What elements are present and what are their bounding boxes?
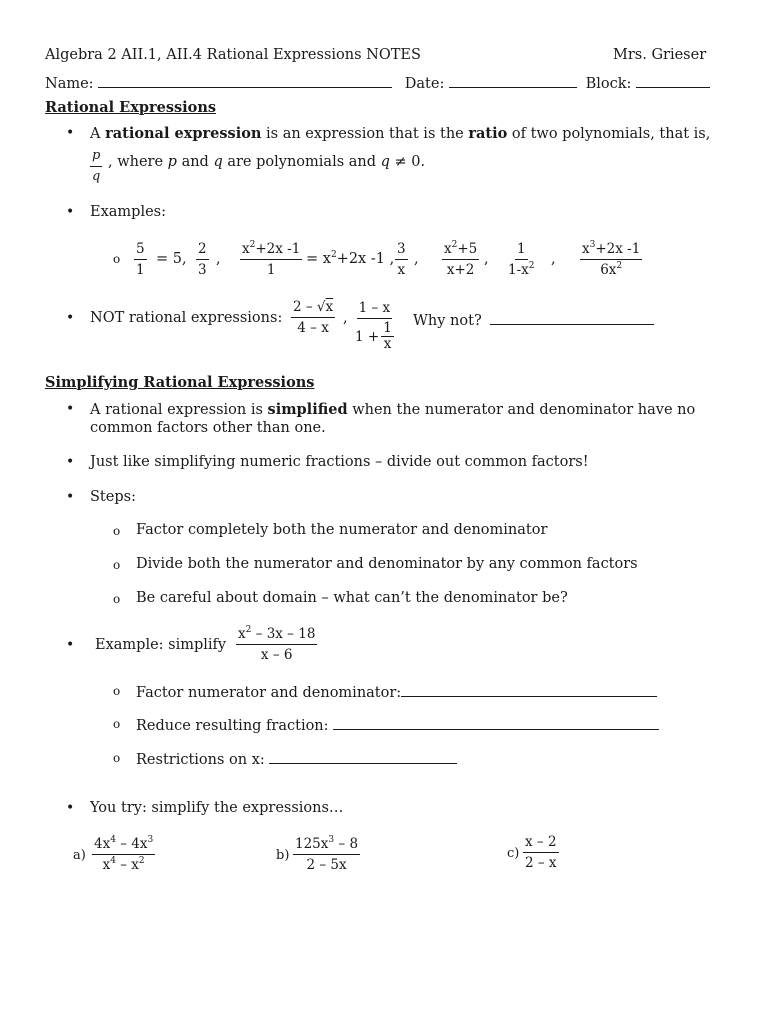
circle-bullet-icon: o <box>113 717 121 731</box>
text: ≠ 0. <box>389 154 426 170</box>
not-rational-label: NOT rational expressions: <box>90 310 283 326</box>
name-label: Name: <box>45 76 94 92</box>
fraction-p-over-q <box>90 148 102 185</box>
text: of two polynomials, that is, <box>507 126 711 142</box>
circle-bullet-icon: o <box>113 751 121 765</box>
non-example-fraction: 1 – x 1 + 1 x <box>355 300 392 352</box>
restrictions-label: Restrictions on x: <box>136 752 265 768</box>
why-not-row <box>413 310 654 329</box>
step-2: Divide both the numerator and denominator by any common factors <box>136 556 638 572</box>
simplified-definition-cont: common factors other than one. <box>90 420 326 436</box>
bullet-icon: • <box>66 489 75 505</box>
simplified-definition <box>90 401 695 418</box>
example-text: , <box>484 251 489 267</box>
factor-blank[interactable] <box>401 682 657 697</box>
problem-a-label: a) <box>73 848 86 863</box>
definition-continued <box>108 154 425 170</box>
text: are polynomials and <box>222 154 381 170</box>
step-1: Factor completely both the numerator and denominator <box>136 522 548 538</box>
factor-label: Factor numerator and denominator: <box>136 685 402 701</box>
example-fraction: $\frac{x^2+2x -1}{1}$ <box>242 240 301 278</box>
restrictions-blank[interactable] <box>269 749 457 764</box>
bullet-icon: • <box>66 454 75 470</box>
example-text: , <box>343 310 348 326</box>
step-3: Be careful about domain – what can’t the denominator be? <box>136 590 568 606</box>
definition-line <box>90 125 710 142</box>
circle-bullet-icon: o <box>113 684 121 698</box>
numeric-fractions-note: Just like simplifying numeric fractions – divide out common factors! <box>90 454 589 470</box>
name-blank[interactable] <box>98 73 392 88</box>
text: A <box>90 126 106 142</box>
section-heading-simplifying: Simplifying Rational Expressions <box>45 374 315 391</box>
term-rational-expression: rational expression <box>105 125 262 142</box>
name-row <box>45 73 710 92</box>
denominator: q <box>92 169 101 184</box>
var-q: q <box>380 154 390 170</box>
example-text: , <box>216 251 221 267</box>
examples-label: Examples: <box>90 204 166 220</box>
text: is an expression that is the <box>261 126 469 142</box>
circle-bullet-icon: o <box>113 558 121 572</box>
worksheet-title: Algebra 2 AII.1, AII.4 Rational Expressions NOTES <box>45 47 421 63</box>
date-label: Date: <box>404 76 445 92</box>
example-fraction: $\frac{3}{x}$ <box>397 241 406 278</box>
reduce-blank[interactable] <box>333 715 659 730</box>
bullet-icon: • <box>66 637 75 653</box>
example-text: , <box>551 251 556 267</box>
block-blank[interactable] <box>636 73 710 88</box>
example-simplify-fraction: $\frac{x^2 - 3x - 18}{x - 6}$ <box>238 625 316 663</box>
var-p: p <box>167 154 177 170</box>
numerator: p <box>90 148 102 167</box>
example-fraction: $\frac{x^2+5}{x+2}$ <box>444 240 478 278</box>
var-q: q <box>213 154 223 170</box>
non-example-fraction: $\frac{2 - √x}{4 - x}$ <box>293 299 334 336</box>
why-not-label: Why not? <box>413 313 482 329</box>
why-not-blank[interactable] <box>490 310 654 325</box>
example-fraction: $\frac{1}{1-x^2}$ <box>508 241 535 278</box>
date-blank[interactable] <box>449 73 577 88</box>
bullet-icon: • <box>66 800 75 816</box>
bullet-icon: • <box>66 310 75 326</box>
example-text: = 5, <box>156 251 187 267</box>
reduce-label: Reduce resulting fraction: <box>136 718 329 734</box>
example-step-restrictions <box>136 749 457 768</box>
problem-c-fraction: $\frac{x - 2}{2 - x}$ <box>525 834 557 871</box>
problem-b-label: b) <box>276 848 290 863</box>
example-step-factor <box>136 682 657 701</box>
text: A rational expression is <box>90 402 268 418</box>
you-try-label: You try: simplify the expressions… <box>90 800 344 816</box>
example-text: , <box>414 251 419 267</box>
text: , where <box>108 154 168 170</box>
steps-label: Steps: <box>90 489 136 505</box>
text: when the numerator and denominator have no <box>347 402 696 418</box>
bullet-icon: • <box>66 401 75 417</box>
problem-a-fraction: $\frac{4x^4 - 4x^3}{x^4 - x^2}$ <box>94 835 154 873</box>
bullet-icon: • <box>66 204 75 220</box>
problem-c-label: c) <box>507 846 520 861</box>
text: and <box>176 154 214 170</box>
bullet-icon: • <box>66 125 75 141</box>
section-heading-rational: Rational Expressions <box>45 99 217 116</box>
teacher-name: Mrs. Grieser <box>613 47 707 63</box>
problem-b-fraction: $\frac{125x^3 - 8}{2 - 5x}$ <box>295 835 359 873</box>
example-fraction: $\frac{5}{1}$ <box>136 241 145 278</box>
circle-bullet-icon: o <box>113 252 121 266</box>
circle-bullet-icon: o <box>113 592 121 606</box>
term-ratio: ratio <box>468 125 508 142</box>
example-text: = $x^2+2x$ -1 , <box>306 250 395 267</box>
example-simplify-label: Example: simplify <box>95 637 227 653</box>
term-simplified: simplified <box>267 401 348 418</box>
example-fraction: $\frac{2}{3}$ <box>198 241 207 278</box>
block-label: Block: <box>585 76 632 92</box>
example-step-reduce <box>136 715 659 734</box>
example-fraction: $\frac{x^3+2x -1}{6x^2}$ <box>582 240 641 278</box>
circle-bullet-icon: o <box>113 524 121 538</box>
